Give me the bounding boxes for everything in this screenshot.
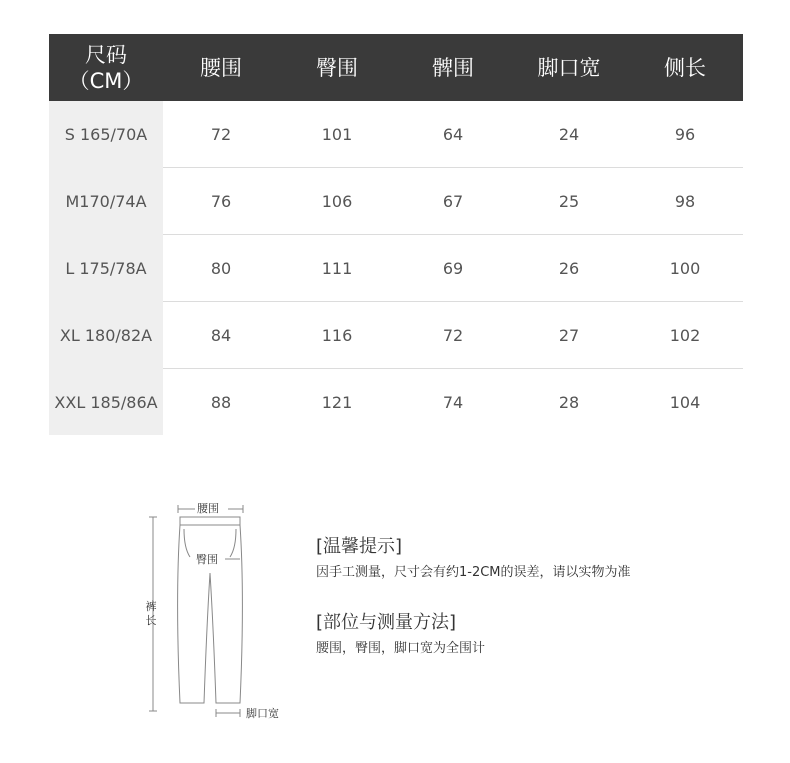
size-cell: S 165/70A	[49, 101, 163, 168]
hem-label: 脚口宽	[246, 707, 279, 720]
header-waist: 腰围	[163, 34, 279, 101]
tips-title: [温馨提示]	[316, 536, 403, 557]
hip-cell: 121	[321, 392, 353, 412]
hem-cell: 26	[511, 235, 627, 302]
header-thigh: 髀围	[395, 34, 511, 101]
hem-cell: 28	[558, 392, 580, 412]
size-cell: L 175/78A	[49, 235, 163, 302]
header-side-length: 侧长	[627, 34, 743, 101]
length-cell: 104	[669, 392, 701, 412]
table-row	[49, 235, 743, 302]
table-row	[49, 302, 743, 369]
header-hem-width: 脚口宽	[511, 34, 627, 101]
length-cell: 96	[627, 101, 743, 168]
hip-cell: 101	[279, 101, 395, 168]
header-size-unit: （CM）	[68, 68, 144, 93]
hem-cell: 27	[511, 302, 627, 369]
length-cell: 102	[627, 302, 743, 369]
table-row	[49, 168, 743, 235]
header-size-label: 尺码	[85, 42, 127, 67]
method-title: [部位与测量方法]	[316, 612, 457, 633]
hem-cell: 24	[511, 101, 627, 168]
length-label-1: 裤	[145, 600, 157, 613]
waist-cell: 72	[163, 101, 279, 168]
length-cell: 100	[627, 235, 743, 302]
measurement-tips	[316, 535, 696, 657]
thigh-cell: 69	[395, 235, 511, 302]
thigh-cell: 64	[395, 101, 511, 168]
waist-cell: 76	[163, 168, 279, 235]
thigh-cell: 67	[395, 168, 511, 235]
hip-label: 臀围	[196, 553, 218, 566]
tips-body: 因手工测量，尺寸会有约1-2CM的误差，请以实物为准	[316, 565, 631, 580]
table-row	[49, 101, 743, 168]
waist-cell: 80	[163, 235, 279, 302]
hip-cell: 116	[279, 302, 395, 369]
size-cell: M170/74A	[49, 168, 163, 235]
hip-cell: 111	[279, 235, 395, 302]
waist-label: 腰围	[197, 502, 219, 515]
hem-cell: 25	[511, 168, 627, 235]
thigh-cell: 72	[395, 302, 511, 369]
header-hip: 臀围	[279, 34, 395, 101]
pants-outline-icon	[140, 495, 300, 730]
table-header-row	[49, 34, 743, 101]
length-cell: 98	[627, 168, 743, 235]
size-cell: XXL 185/86A	[49, 369, 163, 436]
pants-measurement-diagram	[140, 495, 300, 730]
length-label-2: 长	[145, 614, 157, 627]
header-size	[49, 34, 163, 101]
method-body: 腰围，臀围，脚口宽为全围计	[316, 641, 486, 656]
size-chart-table	[49, 34, 743, 435]
waist-cell: 84	[163, 302, 279, 369]
size-cell: XL 180/82A	[49, 302, 163, 369]
thigh-cell: 74	[442, 392, 464, 412]
waist-cell: 88	[210, 392, 232, 412]
table-row	[49, 369, 743, 436]
hip-cell: 106	[279, 168, 395, 235]
